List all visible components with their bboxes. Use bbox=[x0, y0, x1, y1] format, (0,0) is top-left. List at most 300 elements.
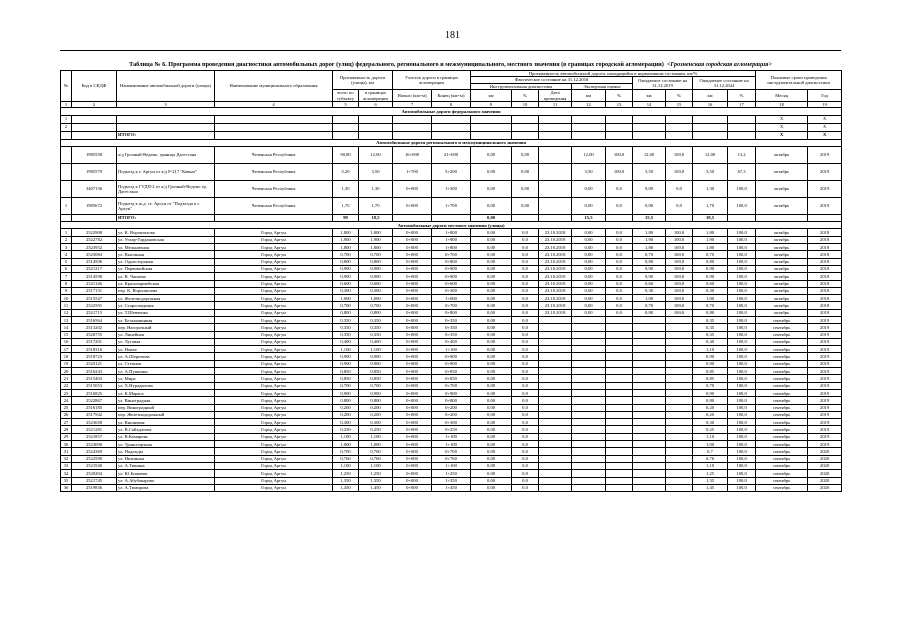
length-aggl: 1,30 bbox=[359, 180, 393, 197]
start-km: 0+000 bbox=[393, 426, 432, 433]
instrumental-pct: 0,0 bbox=[606, 251, 633, 258]
row-num: 14 bbox=[61, 324, 72, 331]
diagnostic-date bbox=[539, 448, 572, 455]
diagnostic-date: 23.10.2018 bbox=[539, 229, 572, 236]
municipality: Город Аргун bbox=[215, 346, 333, 353]
road-code: 2516243 bbox=[72, 368, 117, 375]
road-code: 2521715 bbox=[72, 309, 117, 316]
expected-2024-pct: 100,0 bbox=[728, 448, 756, 455]
road-code: 2523658 bbox=[72, 419, 117, 426]
expected-2019-km bbox=[633, 426, 666, 433]
municipality: Город Аргун bbox=[215, 455, 333, 462]
row-num: 20 bbox=[61, 368, 72, 375]
table-row bbox=[61, 389, 842, 396]
instrumental-km: 0,00 bbox=[572, 280, 606, 287]
actual-km: 0,00 bbox=[471, 331, 512, 338]
municipality: Город Аргун bbox=[215, 360, 333, 367]
start-km: 0+000 bbox=[393, 244, 432, 251]
table-row bbox=[61, 404, 842, 411]
road-name: ул. Степная bbox=[117, 360, 215, 367]
actual-pct bbox=[512, 131, 539, 139]
municipality: Город Аргун bbox=[215, 353, 333, 360]
instrumental-pct bbox=[606, 123, 633, 131]
length-aggl: 0,600 bbox=[359, 280, 393, 287]
end-km: 0+760 bbox=[432, 455, 471, 462]
expected-2019-pct: 100,0 bbox=[666, 309, 693, 316]
length-aggl bbox=[359, 131, 393, 139]
length-total: 0,400 bbox=[333, 338, 359, 345]
planned-year: 2019 bbox=[808, 146, 842, 163]
road-code: 2515053 bbox=[72, 382, 117, 389]
expected-2019-pct: 100,0 bbox=[666, 163, 693, 180]
road-code: 1985558 bbox=[72, 146, 117, 163]
actual-km: 0,00 bbox=[471, 368, 512, 375]
expected-2019-km: 15,5 bbox=[633, 214, 666, 221]
road-code: 2522591 bbox=[72, 302, 117, 309]
road-code: 2522590 bbox=[72, 455, 117, 462]
length-total: 1,000 bbox=[333, 441, 359, 448]
end-km: 0+900 bbox=[432, 353, 471, 360]
instrumental-km: 0,00 bbox=[572, 236, 606, 243]
municipality: Город Аргун bbox=[215, 426, 333, 433]
road-name: ул. А.Пушкина bbox=[117, 368, 215, 375]
expected-2024-pct: 100,0 bbox=[728, 411, 756, 418]
expected-2024-km: 1,70 bbox=[693, 197, 728, 214]
diagnostic-date bbox=[539, 389, 572, 396]
road-code: 2522867 bbox=[72, 397, 117, 404]
instrumental-pct bbox=[606, 382, 633, 389]
expected-2024-km: 0,7 bbox=[693, 448, 728, 455]
expected-2019-pct bbox=[666, 419, 693, 426]
actual-km: 0,00 bbox=[471, 244, 512, 251]
road-name: Подъезд к ГУДП-2 от а/д Грозный-Ведено гр. Дагестана bbox=[117, 180, 215, 197]
start-km: 0+000 bbox=[393, 258, 432, 265]
instrumental-pct bbox=[606, 346, 633, 353]
end-km: 0+250 bbox=[432, 426, 471, 433]
diagnostic-date bbox=[539, 316, 572, 323]
road-name: Подъезд к ж.д. ст. Аргун от "Подъезда к г. Аргун" bbox=[117, 197, 215, 214]
expected-2024-pct bbox=[728, 214, 756, 221]
start-km: 1+700 bbox=[393, 163, 432, 180]
municipality: Город Аргун bbox=[215, 258, 333, 265]
expected-2019-km bbox=[633, 368, 666, 375]
table-row bbox=[61, 375, 842, 382]
diagnostic-date bbox=[539, 368, 572, 375]
length-aggl: 0,400 bbox=[359, 338, 393, 345]
diagnostic-date bbox=[539, 441, 572, 448]
expected-2019-km bbox=[633, 484, 666, 491]
expected-2024-km: 1,90 bbox=[693, 236, 728, 243]
length-total: 0,350 bbox=[333, 324, 359, 331]
planned-month: сентябрь bbox=[756, 382, 808, 389]
expected-2019-pct bbox=[666, 397, 693, 404]
table-row bbox=[61, 258, 842, 265]
column-number: 18 bbox=[756, 102, 808, 108]
actual-pct: 0,0 bbox=[512, 280, 539, 287]
table-header bbox=[61, 71, 842, 108]
table-row bbox=[61, 426, 842, 433]
expected-2019-km bbox=[633, 115, 666, 123]
actual-pct: 0,00 bbox=[512, 197, 539, 214]
col-month: Месяц bbox=[756, 90, 808, 102]
planned-month: сентябрь bbox=[756, 389, 808, 396]
instrumental-pct: 0,0 bbox=[606, 265, 633, 272]
planned-month: октябрь bbox=[756, 309, 808, 316]
road-code: 2517201 bbox=[72, 338, 117, 345]
road-code: 2523090 bbox=[72, 441, 117, 448]
road-code: 2518723 bbox=[72, 353, 117, 360]
actual-km: 0,00 bbox=[471, 258, 512, 265]
expected-2024-pct: 100,0 bbox=[728, 455, 756, 462]
length-total: 0,850 bbox=[333, 375, 359, 382]
length-aggl: 0,350 bbox=[359, 316, 393, 323]
actual-pct: 0,0 bbox=[512, 426, 539, 433]
col-length-aggl: в границах агломерации bbox=[359, 90, 393, 102]
diagnostic-date bbox=[539, 324, 572, 331]
road-name: ул. Красноармейская bbox=[117, 280, 215, 287]
actual-km: 0,00 bbox=[471, 346, 512, 353]
length-aggl: 1,450 bbox=[359, 484, 393, 491]
row-num: 6 bbox=[61, 265, 72, 272]
municipality: Город Аргун bbox=[215, 316, 333, 323]
expected-2019-km: 1,80 bbox=[633, 244, 666, 251]
end-km: 1+250 bbox=[432, 470, 471, 477]
length-aggl: 0,300 bbox=[359, 287, 393, 294]
instrumental-pct: 0,0 bbox=[606, 280, 633, 287]
length-total: 0,600 bbox=[333, 280, 359, 287]
expected-2024-km: 0,60 bbox=[693, 280, 728, 287]
actual-km: 0,00 bbox=[471, 236, 512, 243]
row-num: 24 bbox=[61, 397, 72, 404]
actual-pct: 0,00 bbox=[512, 163, 539, 180]
length-aggl: 12,00 bbox=[359, 146, 393, 163]
instrumental-km bbox=[572, 470, 606, 477]
diagnostic-date: 23.10.2018 bbox=[539, 258, 572, 265]
actual-km: 0,00 bbox=[471, 197, 512, 214]
end-km: 0+800 bbox=[432, 258, 471, 265]
expected-2024-pct: 100,0 bbox=[728, 316, 756, 323]
municipality: Город Аргун bbox=[215, 295, 333, 302]
planned-year: 2020 bbox=[808, 448, 842, 455]
length-total: 0,700 bbox=[333, 448, 359, 455]
instrumental-pct bbox=[606, 470, 633, 477]
length-total: 0,300 bbox=[333, 419, 359, 426]
actual-km: 0,00 bbox=[471, 180, 512, 197]
expected-2024-km: 1,45 bbox=[693, 484, 728, 491]
instrumental-km bbox=[572, 484, 606, 491]
column-number: 7 bbox=[393, 102, 432, 108]
road-name: ул. К.Маркса bbox=[117, 389, 215, 396]
length-aggl: 0,800 bbox=[359, 309, 393, 316]
expected-2024-km bbox=[693, 123, 728, 131]
expected-2024-pct: 100,0 bbox=[728, 397, 756, 404]
row-num: 28 bbox=[61, 426, 72, 433]
end-km: 1+100 bbox=[432, 462, 471, 469]
row-num: 8 bbox=[61, 280, 72, 287]
length-total: 0,800 bbox=[333, 397, 359, 404]
road-name: пер. Виноградный bbox=[117, 404, 215, 411]
diagnostic-date bbox=[539, 404, 572, 411]
length-total: 0,350 bbox=[333, 316, 359, 323]
expected-2019-km: 0,80 bbox=[633, 258, 666, 265]
expected-2019-km: 1,00 bbox=[633, 295, 666, 302]
diagnostic-date bbox=[539, 115, 572, 123]
actual-km: 0,00 bbox=[471, 419, 512, 426]
municipality: Город Аргун bbox=[215, 251, 333, 258]
instrumental-km bbox=[572, 368, 606, 375]
expected-2019-km: 0,30 bbox=[633, 287, 666, 294]
column-number: 4 bbox=[215, 102, 333, 108]
actual-km: 0,00 bbox=[471, 324, 512, 331]
actual-km: 0,00 bbox=[471, 309, 512, 316]
end-km: 0+350 bbox=[432, 331, 471, 338]
col-length-total: всего по субъекту bbox=[333, 90, 359, 102]
actual-pct: 0,0 bbox=[512, 331, 539, 338]
municipality: Город Аргун bbox=[215, 484, 333, 491]
actual-pct: 0,0 bbox=[512, 236, 539, 243]
road-name: ул. Одностороняя bbox=[117, 258, 215, 265]
expected-2024-km: 1,00 bbox=[693, 441, 728, 448]
instrumental-pct bbox=[606, 477, 633, 484]
length-total bbox=[333, 131, 359, 139]
expected-2019-km: 0,70 bbox=[633, 302, 666, 309]
start-km: 0+000 bbox=[393, 197, 432, 214]
table-row bbox=[61, 448, 842, 455]
actual-pct bbox=[512, 214, 539, 221]
road-code: 2521217 bbox=[72, 265, 117, 272]
planned-year: 2019 bbox=[808, 426, 842, 433]
planned-year: 2018 bbox=[808, 258, 842, 265]
road-name: ул. Вишневая bbox=[117, 419, 215, 426]
instrumental-km bbox=[572, 324, 606, 331]
expected-2019-pct bbox=[666, 360, 693, 367]
length-aggl: 1,800 bbox=[359, 229, 393, 236]
planned-year: 2019 bbox=[808, 433, 842, 440]
column-number: 13 bbox=[606, 102, 633, 108]
planned-month: сентябрь bbox=[756, 368, 808, 375]
expected-2024-pct: 100,0 bbox=[728, 338, 756, 345]
road-code: 2522908 bbox=[72, 229, 117, 236]
end-km: 0+700 bbox=[432, 302, 471, 309]
actual-km: 0,00 bbox=[471, 360, 512, 367]
expected-2019-km bbox=[633, 433, 666, 440]
municipality: Город Аргун bbox=[215, 382, 333, 389]
end-km: 5+200 bbox=[432, 163, 471, 180]
expected-2024-pct: 100,0 bbox=[728, 295, 756, 302]
road-name: ул. Т.Шевченко bbox=[117, 309, 215, 316]
actual-pct: 0,0 bbox=[512, 389, 539, 396]
municipality bbox=[215, 123, 333, 131]
road-code: 2521857 bbox=[72, 433, 117, 440]
start-km: 0+000 bbox=[393, 346, 432, 353]
planned-month: X bbox=[756, 115, 808, 123]
actual-pct: 0,0 bbox=[512, 484, 539, 491]
planned-year: 2019 bbox=[808, 382, 842, 389]
planned-year: 2019 bbox=[808, 346, 842, 353]
instrumental-pct bbox=[606, 404, 633, 411]
col-num: № bbox=[61, 71, 72, 102]
road-code: 2524369 bbox=[72, 448, 117, 455]
end-km bbox=[432, 214, 471, 221]
expected-2019-km: 1,90 bbox=[633, 236, 666, 243]
row-num: 33 bbox=[61, 462, 72, 469]
col-instrumental: Инструментальная диагностика bbox=[471, 83, 572, 89]
length-total: 1,350 bbox=[333, 477, 359, 484]
row-num: 21 bbox=[61, 375, 72, 382]
length-aggl: 0,900 bbox=[359, 265, 393, 272]
instrumental-km bbox=[572, 346, 606, 353]
actual-pct: 0,0 bbox=[512, 316, 539, 323]
instrumental-pct: 100,0 bbox=[606, 163, 633, 180]
col-pct: % bbox=[666, 90, 693, 102]
col-actual: Фактическое состояние на 31.12.2018 bbox=[471, 77, 633, 83]
end-km: 1+800 bbox=[432, 229, 471, 236]
top-rule bbox=[60, 50, 841, 51]
page-number: 181 bbox=[445, 30, 460, 41]
actual-km: 0,00 bbox=[471, 441, 512, 448]
end-km: 0+350 bbox=[432, 324, 471, 331]
length-total: 0,300 bbox=[333, 287, 359, 294]
expected-2024-pct: 100,0 bbox=[728, 280, 756, 287]
road-code: 2521146 bbox=[72, 280, 117, 287]
road-code: 2525084 bbox=[72, 251, 117, 258]
expected-2019-km: 3,50 bbox=[633, 163, 666, 180]
expected-2024-km: 0,20 bbox=[693, 411, 728, 418]
row-num: 11 bbox=[61, 302, 72, 309]
road-code: 2517942 bbox=[72, 411, 117, 418]
municipality: Город Аргун bbox=[215, 389, 333, 396]
length-aggl: 1,70 bbox=[359, 197, 393, 214]
planned-year: 2019 bbox=[808, 389, 842, 396]
column-number: 2 bbox=[72, 102, 117, 108]
road-name: ул. В. Чапаева bbox=[117, 273, 215, 280]
column-number: 8 bbox=[432, 102, 471, 108]
expected-2019-km bbox=[633, 346, 666, 353]
instrumental-km: 3,50 bbox=[572, 163, 606, 180]
row-num: 17 bbox=[61, 346, 72, 353]
actual-pct: 0,0 bbox=[512, 397, 539, 404]
expected-2024-pct: 100,0 bbox=[728, 419, 756, 426]
road-name: ул. Выгонная bbox=[117, 251, 215, 258]
end-km: 0+200 bbox=[432, 411, 471, 418]
length-aggl: 0,800 bbox=[359, 258, 393, 265]
road-name: ул. А.Тюнина bbox=[117, 462, 215, 469]
expected-2019-pct: 0,0 bbox=[666, 197, 693, 214]
instrumental-km bbox=[572, 462, 606, 469]
instrumental-pct bbox=[606, 360, 633, 367]
expected-2019-pct bbox=[666, 484, 693, 491]
row-num bbox=[61, 180, 72, 197]
table-row bbox=[61, 229, 842, 236]
road-code: 1985672 bbox=[72, 197, 117, 214]
expected-2019-pct: 100,0 bbox=[666, 302, 693, 309]
actual-pct: 0,0 bbox=[512, 470, 539, 477]
length-total: 1,900 bbox=[333, 236, 359, 243]
row-num: 36 bbox=[61, 484, 72, 491]
road-name: ул. Транспортная bbox=[117, 441, 215, 448]
row-num: 1 bbox=[61, 115, 72, 123]
actual-pct bbox=[512, 115, 539, 123]
planned-year: 2018 bbox=[808, 236, 842, 243]
length-total: 0,700 bbox=[333, 251, 359, 258]
planned-year: 2019 bbox=[808, 163, 842, 180]
expected-2019-km bbox=[633, 382, 666, 389]
actual-pct: 0,0 bbox=[512, 346, 539, 353]
expected-2024-km: 18,5 bbox=[693, 214, 728, 221]
expected-2024-km: 0,80 bbox=[693, 309, 728, 316]
expected-2024-pct: 100,0 bbox=[728, 236, 756, 243]
diagnostic-date: 23.10.2018 bbox=[539, 287, 572, 294]
table-row bbox=[61, 338, 842, 345]
row-num: 2 bbox=[61, 123, 72, 131]
planned-month: октябрь bbox=[756, 146, 808, 163]
expected-2024-km: 0,80 bbox=[693, 258, 728, 265]
table-row bbox=[61, 302, 842, 309]
municipality bbox=[215, 115, 333, 123]
instrumental-pct: 0,0 bbox=[606, 302, 633, 309]
municipality: Город Аргун bbox=[215, 368, 333, 375]
length-aggl: 0,200 bbox=[359, 411, 393, 418]
diagnostic-date bbox=[539, 470, 572, 477]
expected-2024-km: 0,85 bbox=[693, 368, 728, 375]
length-total: 1,000 bbox=[333, 295, 359, 302]
planned-year: 2019 bbox=[808, 404, 842, 411]
instrumental-km bbox=[572, 331, 606, 338]
expected-2024-km: 0,90 bbox=[693, 265, 728, 272]
planned-month: сентябрь bbox=[756, 316, 808, 323]
instrumental-pct bbox=[606, 411, 633, 418]
road-code: 2519836 bbox=[72, 484, 117, 491]
col-pct: % bbox=[606, 90, 633, 102]
expected-2024-pct: 100,0 bbox=[728, 404, 756, 411]
actual-pct: 0,0 bbox=[512, 273, 539, 280]
length-total: 1,800 bbox=[333, 229, 359, 236]
col-planned-group: Плановые сроки проведения инструментальной диагностики bbox=[756, 71, 842, 90]
end-km bbox=[432, 115, 471, 123]
expected-2019-km: 0,90 bbox=[633, 265, 666, 272]
start-km: 0+000 bbox=[393, 411, 432, 418]
instrumental-pct: 0,0 bbox=[606, 197, 633, 214]
row-num: 1 bbox=[61, 197, 72, 214]
expected-2019-pct bbox=[666, 441, 693, 448]
instrumental-km bbox=[572, 382, 606, 389]
col-section: Участок дороги в границах агломерации bbox=[393, 71, 471, 90]
planned-month: октябрь bbox=[756, 251, 808, 258]
table-row bbox=[61, 433, 842, 440]
table-row bbox=[61, 360, 842, 367]
instrumental-pct: 0,0 bbox=[606, 236, 633, 243]
table-row bbox=[61, 462, 842, 469]
col-pct: % bbox=[728, 90, 756, 102]
expected-2019-km: 0,60 bbox=[633, 280, 666, 287]
actual-pct: 0,0 bbox=[512, 287, 539, 294]
expected-2019-pct bbox=[666, 115, 693, 123]
instrumental-pct: 0,0 bbox=[606, 229, 633, 236]
total-row bbox=[61, 131, 842, 139]
actual-pct: 0,0 bbox=[512, 433, 539, 440]
length-aggl: 1,000 bbox=[359, 441, 393, 448]
diagnostic-date bbox=[539, 163, 572, 180]
table-row bbox=[61, 180, 842, 197]
length-aggl: 18,5 bbox=[359, 214, 393, 221]
actual-pct: 0,0 bbox=[512, 441, 539, 448]
planned-month: октябрь bbox=[756, 229, 808, 236]
expected-2019-pct bbox=[666, 316, 693, 323]
col-length: Протяженность дороги (улицы), км bbox=[333, 71, 393, 90]
length-aggl: 0,900 bbox=[359, 353, 393, 360]
diagnostic-date bbox=[539, 353, 572, 360]
diagnostic-date: 23.10.2018 bbox=[539, 302, 572, 309]
